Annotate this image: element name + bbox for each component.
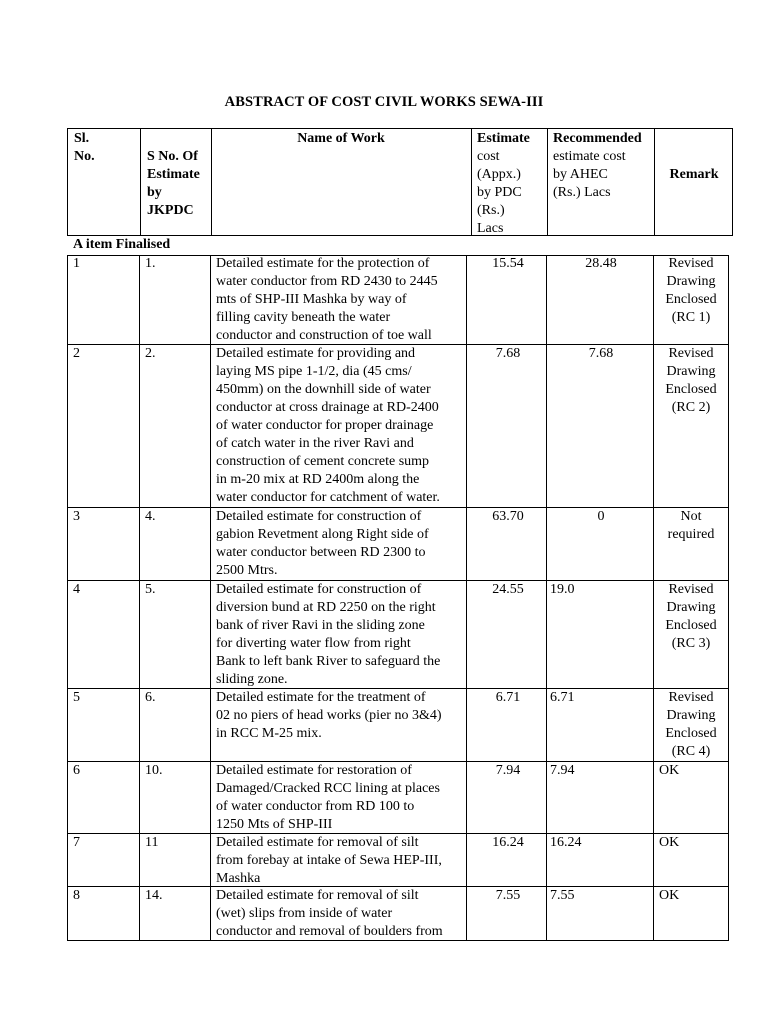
table-body (67, 255, 728, 941)
cell-remark: Revised Drawing Enclosed (RC 1) (665, 256, 717, 325)
cell-cost: 7.55 (495, 888, 521, 903)
cell-recommended: 7.68 (588, 346, 614, 361)
cell-slno: 7 (73, 835, 80, 850)
table-row (67, 887, 728, 941)
table-header (67, 128, 733, 236)
col-divider (728, 255, 729, 941)
cell-slno: 2 (73, 346, 80, 361)
table-row (67, 508, 728, 581)
cell-recommended: 28.48 (585, 256, 617, 271)
cell-cost: 24.55 (492, 582, 524, 597)
cell-name: Detailed estimate for construction of gabion Revetment along Right side of water conductor between RD 2300 to 2500 Mtrs. (216, 509, 429, 578)
cell-sno: 2. (145, 346, 156, 361)
table-row (67, 834, 728, 887)
cell-slno: 4 (73, 582, 80, 597)
cell-slno: 3 (73, 509, 80, 524)
cell-remark: OK (659, 835, 680, 850)
section-label: A item Finalised (73, 237, 171, 252)
col-divider (140, 129, 141, 235)
cell-name: Detailed estimate for removal of silt (wet) slips from inside of water conductor and removal of boulders from (216, 888, 443, 939)
cell-remark: OK (659, 888, 680, 903)
header-cost: Estimate cost (Appx.) by PDC (Rs.) Lacs (477, 131, 530, 236)
header-name: Name of Work (297, 131, 385, 146)
cell-name: Detailed estimate for the treatment of 02 no piers of head works (pier no 3&4) in RCC M-25 mix. (216, 690, 442, 741)
cell-sno: 5. (145, 582, 156, 597)
cell-remark: Revised Drawing Enclosed (RC 3) (665, 582, 717, 651)
cell-sno: 6. (145, 690, 156, 705)
cell-name: Detailed estimate for restoration of Damaged/Cracked RCC lining at places of water conductor from RD 100 to 1250 Mts of SHP-III (216, 763, 440, 832)
table-row (67, 255, 728, 345)
cell-sno: 14. (145, 888, 163, 903)
col-divider (471, 129, 472, 235)
header-remark: Remark (669, 167, 719, 182)
cell-recommended: 16.24 (550, 835, 582, 850)
table-row (67, 581, 728, 689)
cell-remark: OK (659, 763, 680, 778)
cell-slno: 1 (73, 256, 80, 271)
header-slno: Sl. No. (74, 131, 95, 164)
col-divider (547, 129, 548, 235)
cell-cost: 6.71 (495, 690, 521, 705)
cell-cost: 16.24 (492, 835, 524, 850)
cell-cost: 7.94 (495, 763, 521, 778)
cell-slno: 5 (73, 690, 80, 705)
cell-remark: Not required (667, 509, 715, 542)
cell-name: Detailed estimate for removal of silt from forebay at intake of Sewa HEP-III, Mashka (216, 835, 442, 886)
cell-recommended: 19.0 (550, 582, 575, 597)
cell-cost: 7.68 (495, 346, 521, 361)
header-sno: S No. Of Estimate by JKPDC (147, 149, 200, 218)
cell-cost: 63.70 (492, 509, 524, 524)
cell-recommended: 6.71 (550, 690, 575, 705)
cell-remark: Revised Drawing Enclosed (RC 2) (665, 346, 717, 415)
cell-sno: 4. (145, 509, 156, 524)
cell-recommended: 0 (597, 509, 605, 524)
cell-name: Detailed estimate for providing and laying MS pipe 1-1/2, dia (45 cms/ 450mm) on the downhill side of water conductor at cross drainage at RD-2400 of water conductor for proper drainage of catch water in the river Ravi and construction of cement concrete sump in m-20 mix at RD 2400m along the water conductor for catchment of water. (216, 346, 440, 505)
table-row (67, 689, 728, 762)
cell-cost: 15.54 (492, 256, 524, 271)
cell-sno: 1. (145, 256, 156, 271)
cell-slno: 6 (73, 763, 80, 778)
page-title: ABSTRACT OF COST CIVIL WORKS SEWA-III (224, 94, 544, 110)
cell-sno: 10. (145, 763, 163, 778)
cell-recommended: 7.94 (550, 763, 575, 778)
cell-remark: Revised Drawing Enclosed (RC 4) (665, 690, 717, 759)
header-recommended: Recommended estimate cost by AHEC (Rs.) Lacs (553, 131, 642, 200)
cell-name: Detailed estimate for the protection of water conductor from RD 2430 to 2445 mts of SHP-III Mashka by way of filling cavity beneath the water conductor and construction of toe wall (216, 256, 438, 343)
table-row (67, 762, 728, 834)
cell-recommended: 7.55 (550, 888, 575, 903)
cell-slno: 8 (73, 888, 80, 903)
table-row (67, 345, 728, 508)
cell-sno: 11 (145, 835, 159, 850)
cell-name: Detailed estimate for construction of diversion bund at RD 2250 on the right bank of river Ravi in the sliding zone for diverting water flow from right Bank to left bank River to safeguard the sliding zone. (216, 582, 441, 687)
